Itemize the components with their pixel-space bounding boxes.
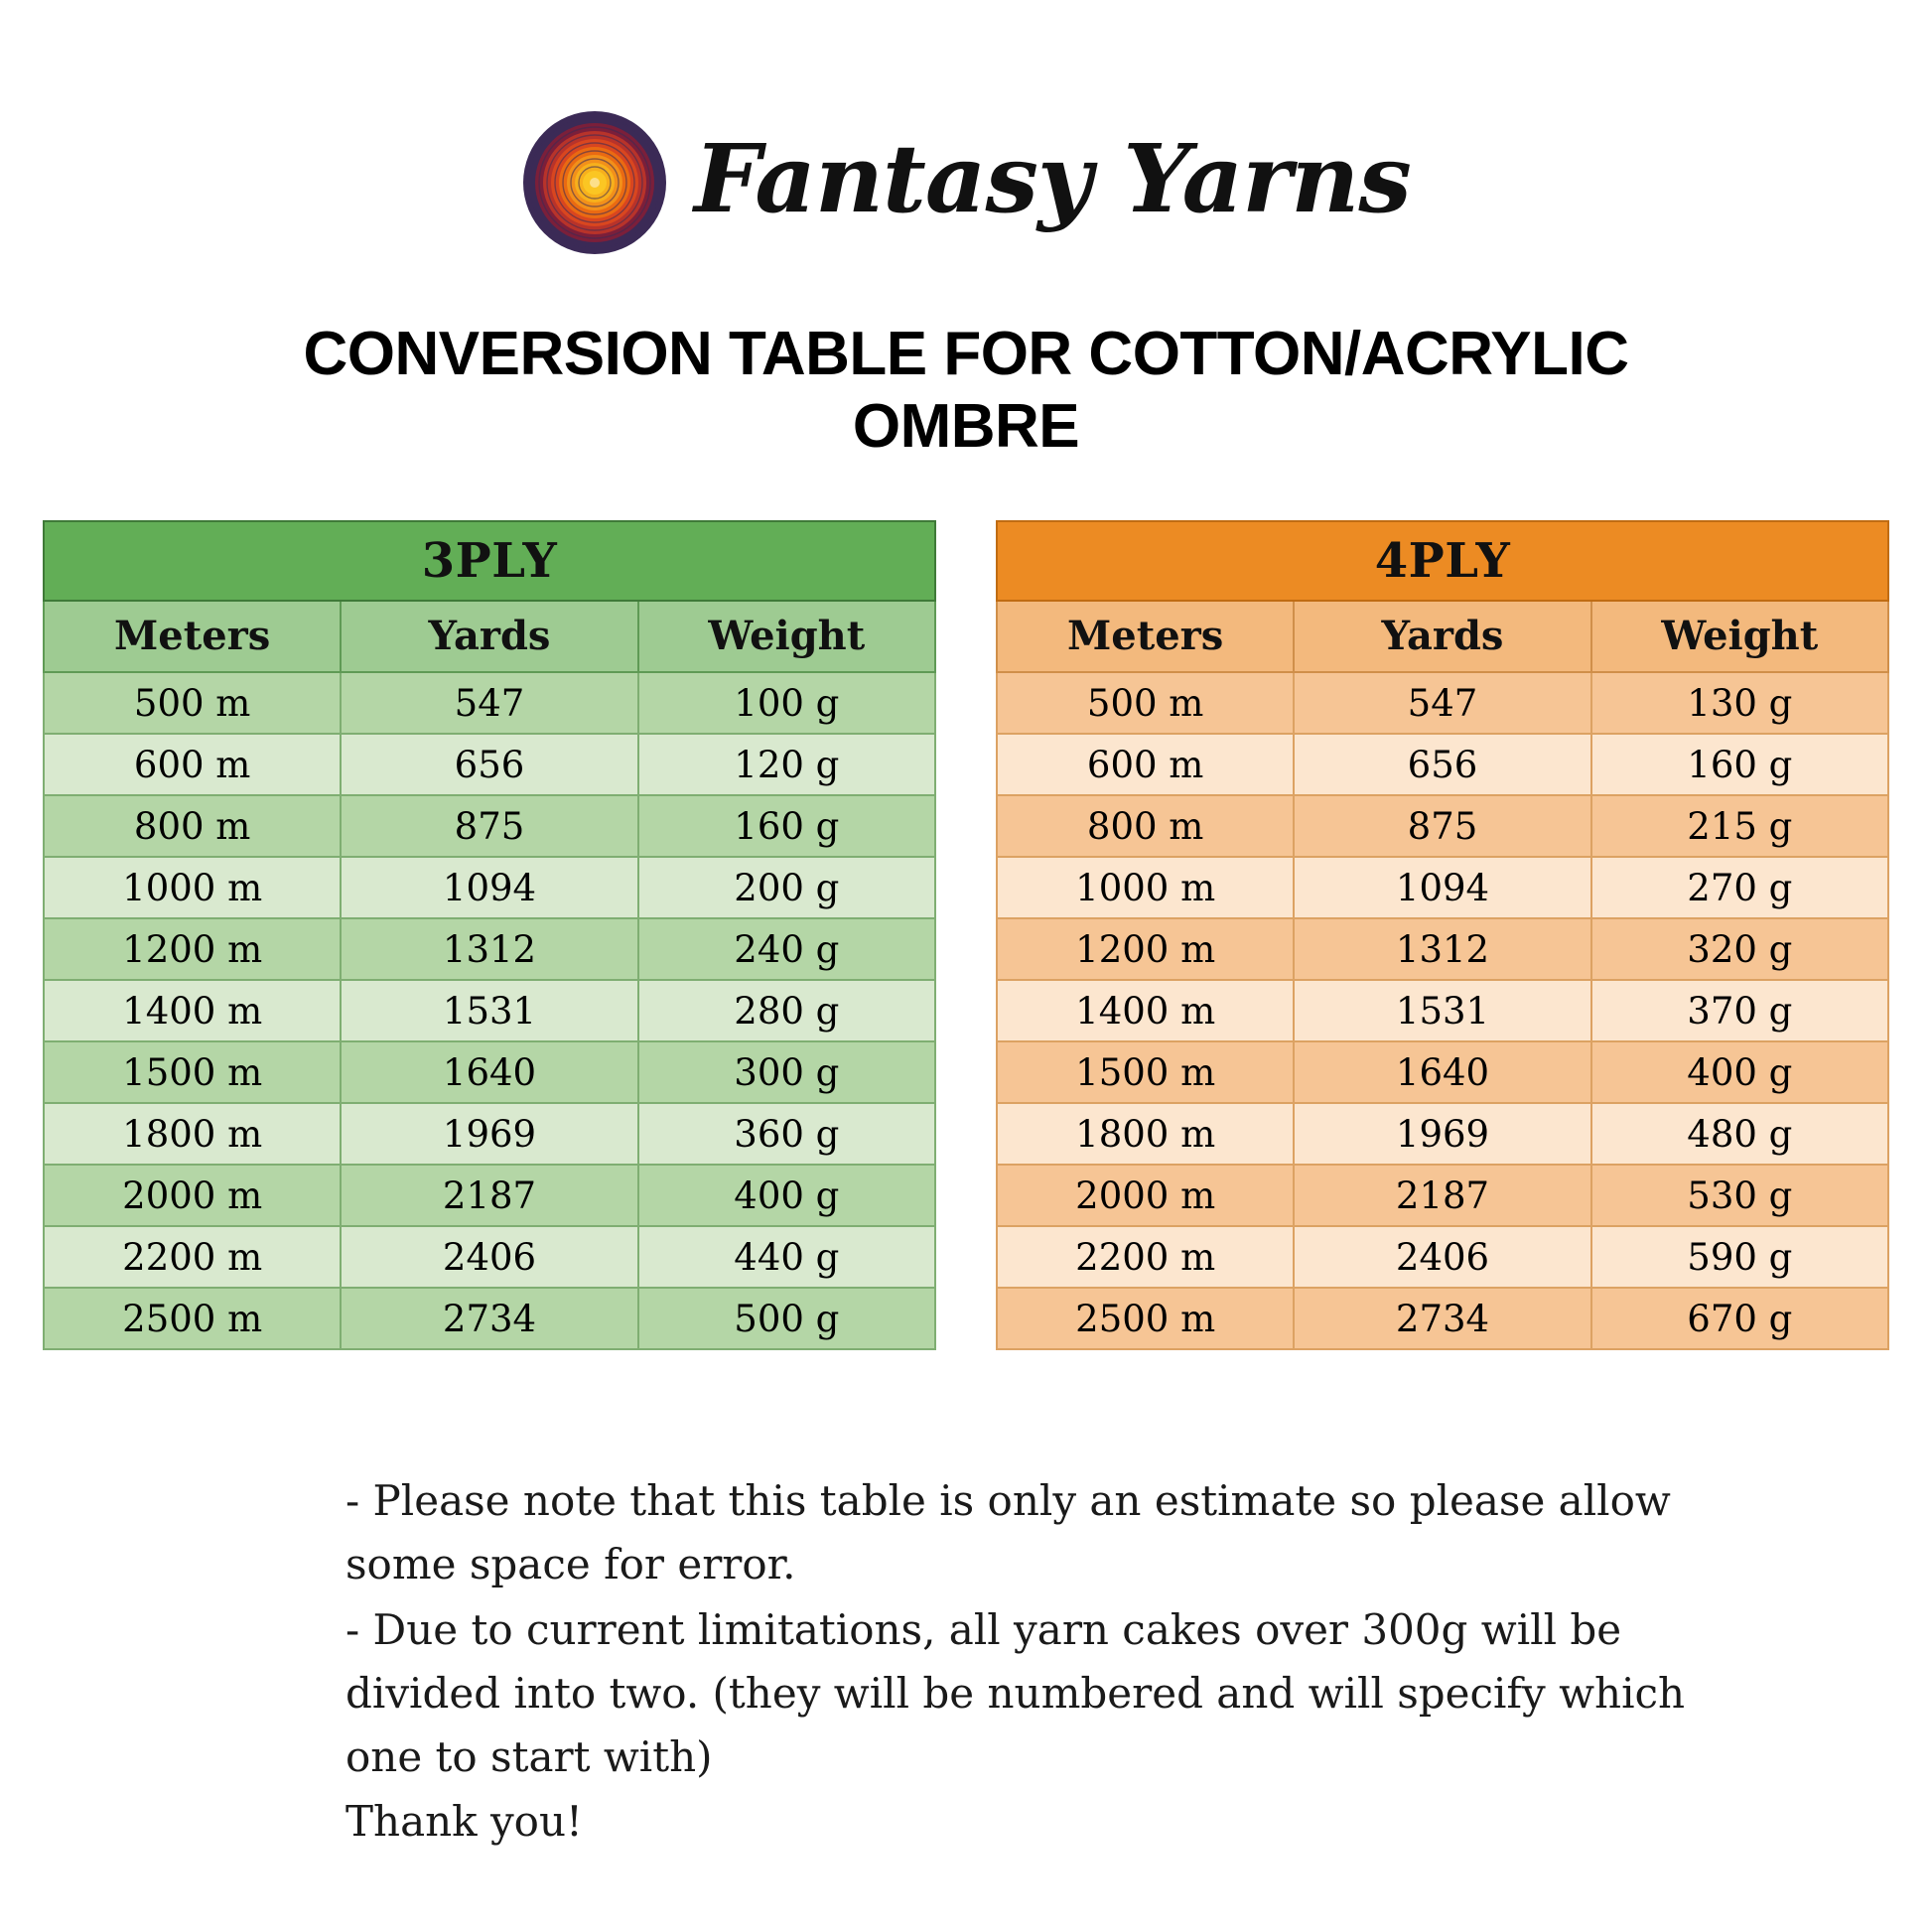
brand-name: Fantasy Yarns [694,123,1411,234]
table-title: 3PLY [44,521,935,601]
cell-meters: 2500 m [997,1288,1294,1349]
table-row [997,857,1888,918]
table-row [997,980,1888,1041]
cell-meters: 800 m [997,795,1294,857]
cell-yards: 1640 [1294,1041,1590,1103]
cell-meters: 600 m [997,734,1294,795]
table-row [997,1103,1888,1165]
table-row [44,1226,935,1288]
cell-meters: 2200 m [997,1226,1294,1288]
table-title-row [44,521,935,601]
cell-yards: 2734 [341,1288,637,1349]
cell-yards: 1312 [1294,918,1590,980]
cell-weight: 100 g [638,672,935,734]
cell-weight: 590 g [1591,1226,1888,1288]
cell-yards: 1969 [1294,1103,1590,1165]
table-row [44,1288,935,1349]
table-4ply [996,520,1889,1350]
cell-yards: 656 [1294,734,1590,795]
table-row [997,795,1888,857]
cell-weight: 400 g [1591,1041,1888,1103]
cell-meters: 1200 m [44,918,341,980]
cell-weight: 160 g [1591,734,1888,795]
cell-yards: 2406 [1294,1226,1590,1288]
cell-weight: 400 g [638,1165,935,1226]
table-row [44,795,935,857]
cell-weight: 240 g [638,918,935,980]
note-division: - Due to current limitations, all yarn cakes over 300g will be divided into two. (they will be numbered and will specify which one to start with) [345,1604,1686,1781]
cell-meters: 2200 m [44,1226,341,1288]
table-row [44,1165,935,1226]
cell-yards: 1094 [1294,857,1590,918]
column-header-weight: Weight [638,601,935,672]
table-row [44,734,935,795]
cell-weight: 130 g [1591,672,1888,734]
cell-meters: 1500 m [44,1041,341,1103]
table-row [997,734,1888,795]
cell-meters: 500 m [997,672,1294,734]
table-4ply-wrapper [996,520,1889,1350]
cell-yards: 1312 [341,918,637,980]
table-row [44,672,935,734]
cell-yards: 656 [341,734,637,795]
cell-yards: 875 [1294,795,1590,857]
cell-weight: 500 g [638,1288,935,1349]
cell-weight: 370 g [1591,980,1888,1041]
cell-meters: 1200 m [997,918,1294,980]
spiral-sun-logo-icon [521,109,668,256]
cell-weight: 200 g [638,857,935,918]
column-header-meters: Meters [997,601,1294,672]
cell-meters: 2000 m [44,1165,341,1226]
cell-yards: 547 [341,672,637,734]
table-row [997,918,1888,980]
cell-weight: 300 g [638,1041,935,1103]
table-row [997,1041,1888,1103]
cell-meters: 1800 m [44,1103,341,1165]
cell-weight: 280 g [638,980,935,1041]
notes-section [167,1469,1765,1854]
cell-weight: 670 g [1591,1288,1888,1349]
table-row [997,1288,1888,1349]
cell-weight: 160 g [638,795,935,857]
cell-meters: 1000 m [997,857,1294,918]
column-header-meters: Meters [44,601,341,672]
table-row [44,918,935,980]
cell-meters: 1400 m [997,980,1294,1041]
cell-yards: 875 [341,795,637,857]
table-row [44,980,935,1041]
cell-yards: 1531 [341,980,637,1041]
cell-yards: 2406 [341,1226,637,1288]
cell-yards: 1531 [1294,980,1590,1041]
table-title: 4PLY [997,521,1888,601]
cell-meters: 800 m [44,795,341,857]
cell-yards: 1094 [341,857,637,918]
table-row [44,857,935,918]
column-header-weight: Weight [1591,601,1888,672]
table-header-row [997,601,1888,672]
cell-weight: 120 g [638,734,935,795]
cell-weight: 530 g [1591,1165,1888,1226]
page-title: CONVERSION TABLE FOR COTTON/ACRYLIC OMBRE [303,320,1629,462]
cell-weight: 360 g [638,1103,935,1165]
column-header-yards: Yards [1294,601,1590,672]
brand-header [0,0,1932,256]
cell-weight: 270 g [1591,857,1888,918]
note-thanks: Thank you! [345,1797,583,1847]
cell-weight: 215 g [1591,795,1888,857]
table-row [44,1041,935,1103]
cell-meters: 2000 m [997,1165,1294,1226]
table-row [997,672,1888,734]
column-header-yards: Yards [341,601,637,672]
table-3ply [43,520,936,1350]
cell-meters: 500 m [44,672,341,734]
cell-yards: 1640 [341,1041,637,1103]
note-estimate: - Please note that this table is only an estimate so please allow some space for error. [345,1476,1671,1589]
cell-weight: 480 g [1591,1103,1888,1165]
cell-yards: 547 [1294,672,1590,734]
table-row [997,1226,1888,1288]
cell-meters: 1500 m [997,1041,1294,1103]
table-row [997,1165,1888,1226]
cell-yards: 2187 [341,1165,637,1226]
cell-weight: 320 g [1591,918,1888,980]
cell-meters: 2500 m [44,1288,341,1349]
table-3ply-wrapper [43,520,936,1350]
table-title-row [997,521,1888,601]
cell-meters: 1000 m [44,857,341,918]
table-row [44,1103,935,1165]
cell-weight: 440 g [638,1226,935,1288]
cell-meters: 1400 m [44,980,341,1041]
cell-meters: 600 m [44,734,341,795]
cell-meters: 1800 m [997,1103,1294,1165]
cell-yards: 1969 [341,1103,637,1165]
table-header-row [44,601,935,672]
conversion-tables [43,520,1889,1350]
cell-yards: 2734 [1294,1288,1590,1349]
cell-yards: 2187 [1294,1165,1590,1226]
